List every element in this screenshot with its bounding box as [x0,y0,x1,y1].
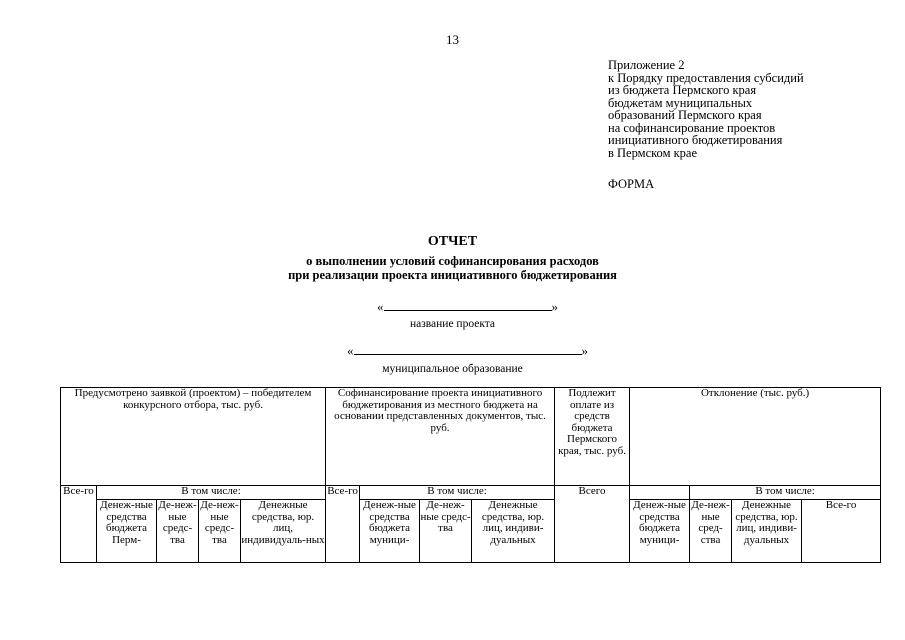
deviation-spacer [630,486,690,500]
deviation-funds-2: Де-неж-ные сред-ства [690,500,732,563]
planned-total: Все-го [61,486,97,563]
cofinancing-total: Все-го [326,486,360,563]
header-planned: Предусмотрено заявкой (проектом) – победителем конкурсного отбора, тыс. руб. [61,388,326,486]
header-cofinancing: Софинансирование проекта инициативного бюджетирования из местного бюджета на основании представленных документов, тыс. руб. [326,388,555,486]
project-name-caption: название проекта [409,318,496,330]
project-name-blank[interactable] [384,300,552,311]
subtitle-line-2: при реализации проекта инициативного бюджетирования [288,267,617,282]
open-quote: « [347,343,354,358]
cofinancing-municipal-budget: Денеж-ные средства бюджета муници- [360,500,420,563]
appendix-line: в Пермском крае [608,145,698,160]
appendix-line: из бюджета Пермского края [608,83,757,97]
appendix-line: бюджетам муниципальных [608,95,753,110]
planned-including: В том числе: [97,486,326,500]
document-title: ОТЧЕТ [427,234,478,249]
planned-legal-entities: Денежные средства, юр. лиц, индивидуаль-ных [241,500,326,563]
appendix-line: к Порядку предоставления субсидий [608,70,804,85]
cofinancing-including: В том числе: [360,486,555,500]
cofinancing-funds-2: Де-неж-ные средс-тва [420,500,472,563]
deviation-legal-entities: Денежные средства, юр. лиц, индиви-дуальных [732,500,802,563]
appendix-line: образований Пермского края [608,108,762,122]
municipality-caption: муниципальное образование [382,363,523,375]
planned-regional-budget: Денеж-ные средства бюджета Перм- [97,500,157,563]
page-number: 13 [446,32,459,47]
report-table [60,387,881,563]
document-subtitle [0,255,905,282]
appendix-line: на софинансирование проектов [608,120,776,135]
form-label: ФОРМА [608,177,655,191]
project-name-field[interactable] [377,299,558,315]
close-quote: » [551,299,558,314]
planned-funds-3: Де-неж-ные средс-тва [199,500,241,563]
close-quote: » [581,343,588,358]
municipality-blank[interactable] [354,344,582,355]
cofinancing-legal-entities: Денежные средства, юр. лиц, индиви-дуальных [472,500,555,563]
appendix-line: Приложение 2 [608,58,685,72]
header-deviation: Отклонение (тыс. руб.) [630,388,881,486]
deviation-including: В том числе: [690,486,881,500]
planned-funds-2: Де-неж-ные средс-тва [157,500,199,563]
payable-total: Всего [555,486,630,563]
deviation-total: Все-го [802,500,881,563]
subtitle-line-1: о выполнении условий софинансирования расходов [306,254,599,268]
header-payable: Подлежит оплате из средств бюджета Пермского края, тыс. руб. [555,388,630,486]
open-quote: « [377,299,384,314]
appendix-line: инициативного бюджетирования [608,133,783,147]
municipality-field[interactable] [347,343,588,359]
appendix-block [608,59,804,159]
deviation-municipal-budget: Денеж-ные средства бюджета муници- [630,500,690,563]
